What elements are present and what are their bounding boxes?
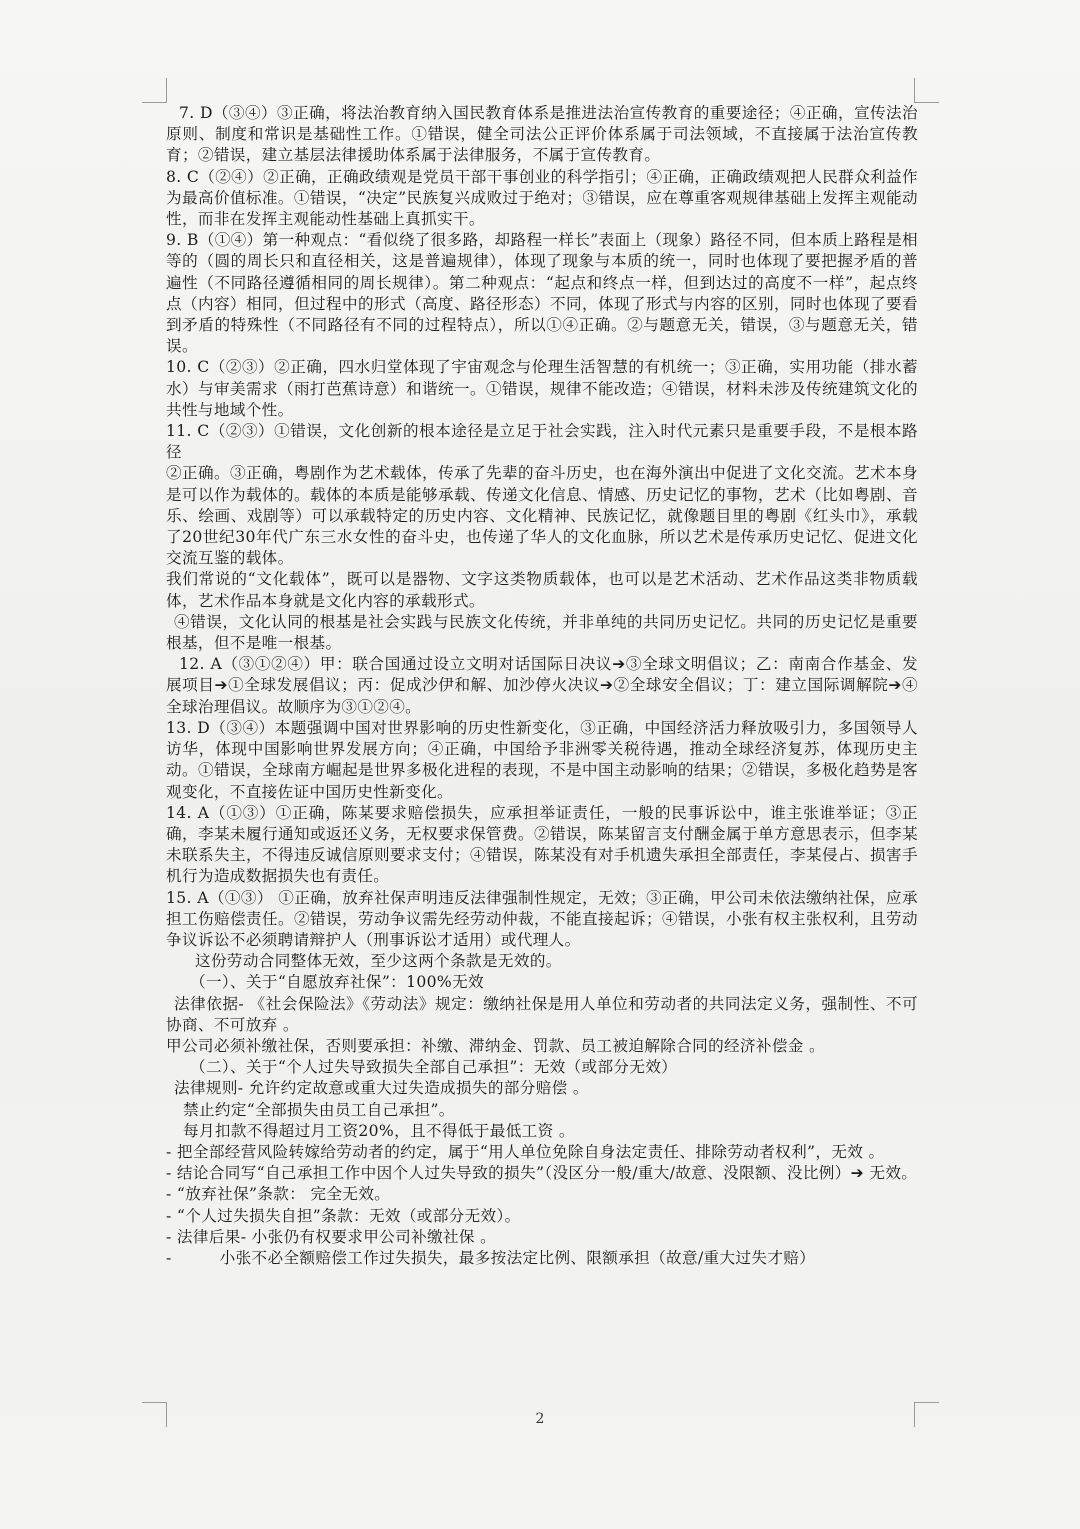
note-bullet-personal-fault: - “个人过失损失自担”条款：无效（或部分无效）。 (166, 1206, 521, 1225)
answer-14: 14. A（①③）①正确，陈某要求赔偿损失，应承担举证责任，一般的民事诉讼中，谁主张谁举证；③正确，李某未履行通知或返还义务，无权要求保管费。②错误，陈某留言支付酬金属于单方意思表示，但李某未联系失主，不得违反诚信原则要求支付；④错误，陈某没有对手机遗失承担全部责任，李某侵占、损害手机行为造成数据损失也有责任。 (166, 803, 918, 886)
note-deduction-limit: 每月扣款不得超过月工资20%，且不得低于最低工资 。 (183, 1121, 575, 1140)
note-bullet-legal-consequence: - 法律后果- 小张仍有权要求甲公司补缴社保 。 (166, 1227, 497, 1246)
answer-10: 10. C（②③）②正确，四水归堂体现了宇宙观念与伦理生活智慧的有机统一；③正确，实用功能（排水蓄水）与审美需求（雨打芭蕉诗意）和谐统一。①错误，规律不能改造；④错误，材料未涉及传统建筑文化的共性与地域个性。 (166, 358, 918, 419)
answer-7: 7. D（③④）③正确，将法治教育纳入国民教育体系是推进法治宣传教育的重要途径；④正确，宣传法治原则、制度和常识是基础性工作。①错误，健全司法公正评价体系属于司法领域，不直接属于法治宣传教育；②错误，建立基层法律援助体系属于法律服务，不属于宣传教育。 (166, 104, 918, 165)
note-section-1-heading: （一）、关于“自愿放弃社保”：100%无效 (190, 973, 484, 992)
note-legal-rule: 法律规则- 允许约定故意或重大过失造成损失的部分赔偿 。 (174, 1079, 589, 1098)
page-content (166, 103, 918, 1269)
answer-13: 13. D（③④）本题强调中国对世界影响的历史性新变化，③正确，中国经济活力释放吸引力，多国领导人访华，体现中国影响世界发展方向；④正确，中国给予非洲零关税待遇，推动全球经济复苏，体现历史主动。①错误，全球南方崛起是世界多极化进程的表现，不是中国主动影响的结果；②错误，多极化趋势是客观变化，不直接佐证中国历史性新变化。 (166, 718, 918, 801)
answer-11-part-1: 11. C（②③）①错误，文化创新的根本途径是立足于社会实践，注入时代元素只是重要手段，不是根本路径 (166, 422, 918, 462)
note-compensation-text: 小张不必全额赔偿工作过失损失，最多按法定比例、限额承担（故意/重大过失才赔） (219, 1248, 816, 1267)
crop-mark-top-right (914, 78, 939, 103)
note-prohibited-clause: 禁止约定“全部损失由员工自己承担”。 (183, 1100, 455, 1119)
answer-15: 15. A（①③） ①正确，放弃社保声明违反法律强制性规定，无效；③正确，甲公司未依法缴纳社保，应承担工伤赔偿责任。②错误，劳动争议需先经劳动仲裁，不能直接起诉；④错误，小张有权主张权利，且劳动争议诉讼不必须聘请辩护人（刑事诉讼才适用）或代理人。 (166, 888, 918, 949)
answer-9: 9. B（①④）第一种观点：“看似绕了很多路，却路程一样长”表面上（现象）路径不同，但本质上路程是相等的（圆的周长只和直径相关，这是普遍规律），体现了现象与本质的统一，同时也体现了要把握矛盾的普遍性（不同路径遵循相同的周长规律）。第二种观点：“起点和终点一样，但到达过的高度不一样”，起点终点（内容）相同，但过程中的形式（高度、路径形态）不同，体现了形式与内容的区别，同时也体现了要看到矛盾的特殊性（不同路径有不同的过程特点），所以①④正确。②与题意无关，错误，③与题意无关，错误。 (166, 231, 918, 356)
page-number: 2 (535, 1411, 545, 1427)
note-bullet-risk-transfer: - 把全部经营风险转嫁给劳动者的约定，属于“用人单位免除自身法定责任、排除劳动者权利”，无效 。 (166, 1142, 885, 1161)
note-bullet-social-insurance: - “放弃社保”条款： 完全无效。 (166, 1185, 391, 1204)
crop-mark-top-left (142, 78, 167, 103)
note-contract-invalid: 这份劳动合同整体无效，至少这两个条款是无效的。 (195, 952, 562, 971)
note-legal-basis: 法律依据- 《社会保险法》《劳动法》规定：缴纳社保是用人单位和劳动者的共同法定义务，强制性、不可协商、不可放弃 。 (166, 994, 918, 1034)
answer-11-part-3: 我们常说的“文化载体”，既可以是器物、文字这类物质载体，也可以是艺术活动、艺术作品这类非物质载体，艺术作品本身就是文化内容的承载形式。 (166, 570, 918, 610)
answer-11-part-4: ④错误，文化认同的根基是社会实践与民族文化传统，并非单纯的共同历史记忆。共同的历史记忆是重要根基，但不是唯一根基。 (166, 612, 918, 653)
answer-12: 12. A（③①②④）甲：联合国通过设立文明对话国际日决议➔③全球文明倡议；乙：南南合作基金、发展项目➔①全球发展倡议；丙：促成沙伊和解、加沙停火决议➔②全球安全倡议；丁：建立国际调解院➔④全球治理倡议。故顺序为③①②④。 (166, 655, 918, 716)
answer-11-part-2: ②正确。③正确，粤剧作为艺术载体，传承了先辈的奋斗历史，也在海外演出中促进了文化交流。艺术本身是可以作为载体的。载体的本质是能够承载、传递文化信息、情感、历史记忆的事物，艺术（比如粤剧、音乐、绘画、戏剧等）可以承载特定的历史内容、文化精神、民族记忆，就像题目里的粤剧《红头巾》，承载了20世纪30年代广东三水女性的奋斗史，也传递了华人的文化血脉，所以艺术是传承历史记忆、促进文化交流互鉴的载体。 (166, 464, 918, 568)
note-company-obligation: 甲公司必须补缴社保，否则要承担：补缴、滞纳金、罚款、员工被迫解除合同的经济补偿金 。 (166, 1036, 826, 1055)
note-section-2-heading: （二）、关于“个人过失导致损失全部自己承担”：无效（或部分无效） (190, 1058, 678, 1077)
note-bullet-conclusion: - 结论合同写“自己承担工作中因个人过失导致的损失”（没区分一般/重大/故意、没限额、没比例）➔ 无效。 (166, 1164, 918, 1183)
note-bullet-compensation (166, 1248, 918, 1269)
answer-8: 8. C（②④）②正确，正确政绩观是党员干部干事创业的科学指引；④正确，正确政绩观把人民群众利益作为最高价值标准。①错误，“决定”民族复兴成败过于绝对；③错误，应在尊重客观规律基础上发挥主观能动性，而非在发挥主观能动性基础上真抓实干。 (166, 167, 918, 229)
bullet-dash: - (166, 1248, 172, 1267)
